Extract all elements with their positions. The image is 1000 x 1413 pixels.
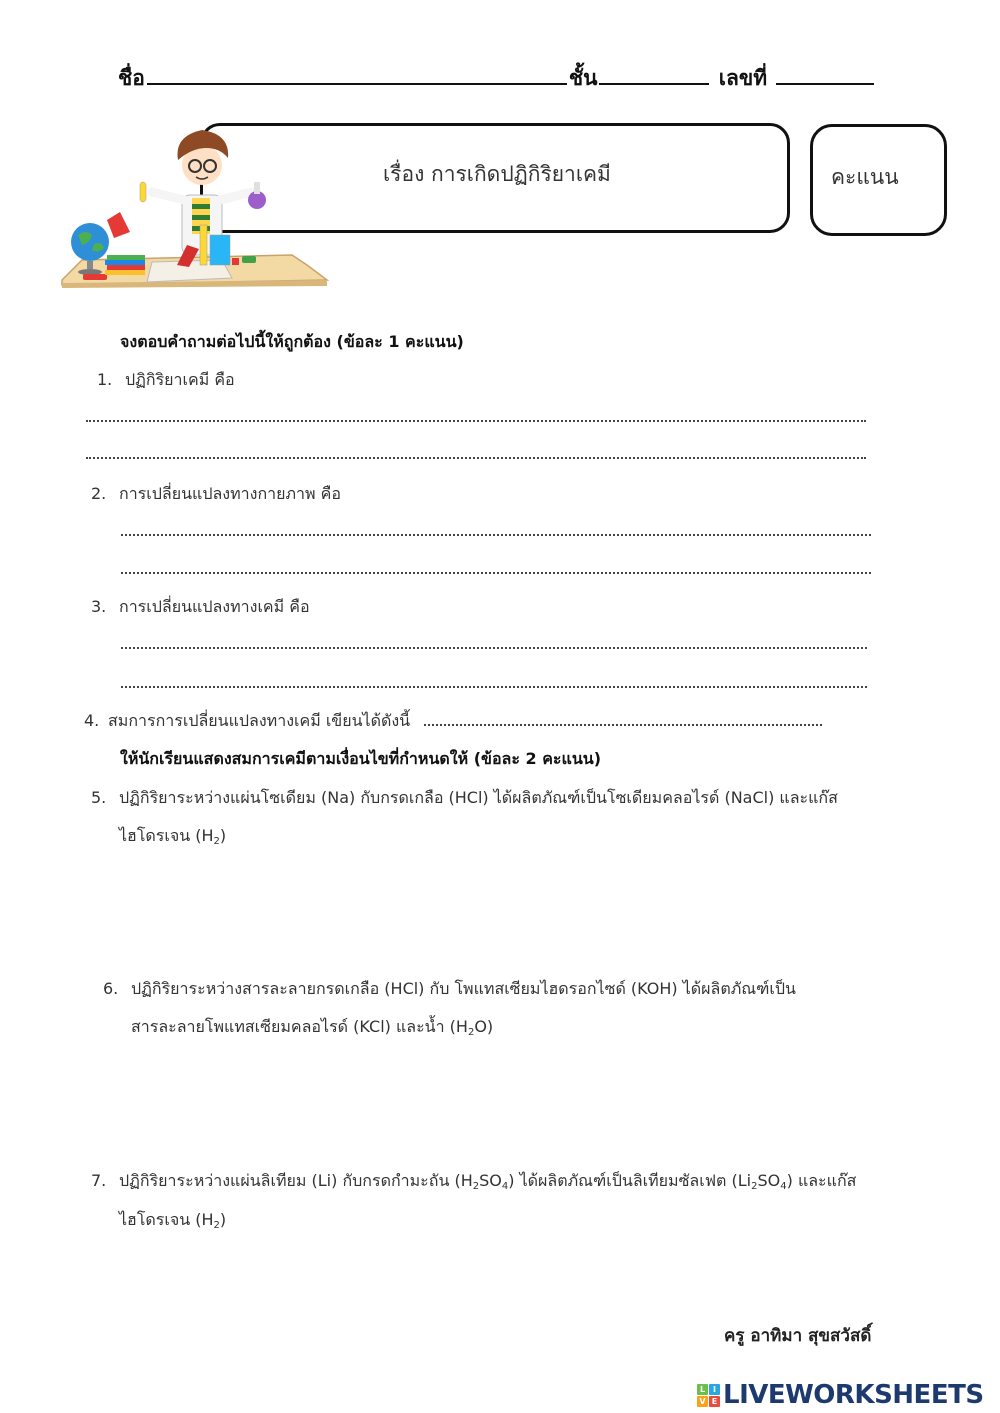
- logo-text: LIVEWORKSHEETS: [723, 1380, 984, 1410]
- worksheet-title: เรื่อง การเกิดปฏิกิริยาเคมี: [383, 162, 611, 186]
- answer-line-1a[interactable]: [86, 420, 866, 422]
- question-number: 6.: [103, 979, 119, 998]
- number-label: เลขที่: [718, 66, 768, 90]
- subscript: 2: [751, 1181, 758, 1192]
- answer-line-2b[interactable]: [121, 572, 871, 574]
- score-box: [810, 124, 947, 236]
- class-field[interactable]: [599, 63, 709, 85]
- text: ) ได้ผลิตภัณฑ์เป็นลิเทียมซัลเฟต (Li: [508, 1171, 752, 1190]
- question-2: [91, 482, 341, 507]
- answer-line-4[interactable]: [424, 724, 822, 726]
- student-info-line: [118, 62, 876, 95]
- question-6: [103, 977, 796, 1002]
- question-6-line2: [131, 1015, 493, 1040]
- question-number: 2.: [91, 484, 107, 503]
- subscript: 4: [501, 1181, 509, 1192]
- question-text: สมการการเปลี่ยนแปลงทางเคมี เขียนได้ดังนี้: [108, 711, 411, 730]
- question-4: [84, 709, 410, 734]
- question-1: [97, 368, 235, 393]
- answer-line-3b[interactable]: [121, 686, 867, 688]
- question-number: 5.: [91, 788, 107, 807]
- subscript: 2: [213, 836, 220, 847]
- question-number: 7.: [91, 1171, 107, 1190]
- text: SO: [757, 1171, 781, 1190]
- name-label: ชื่อ: [118, 66, 145, 90]
- answer-area-6[interactable]: [131, 1050, 871, 1150]
- scientist-illustration: [52, 120, 332, 292]
- subscript: 2: [213, 1220, 220, 1231]
- number-field[interactable]: [776, 63, 874, 85]
- logo-tiles-icon: [697, 1384, 720, 1407]
- text: O): [474, 1017, 494, 1036]
- question-7: [91, 1169, 856, 1194]
- text: ) และแก๊ส: [786, 1171, 857, 1190]
- answer-line-2a[interactable]: [121, 534, 871, 536]
- question-text-line1: ปฏิกิริยาระหว่างสารละลายกรดเกลือ (HCl) กับ โพแทสเซียมไฮดรอกไซด์ (KOH) ได้ผลิตภัณฑ์เป็น: [131, 979, 796, 998]
- score-label: คะแนน: [831, 165, 899, 189]
- answer-line-1b[interactable]: [86, 457, 866, 459]
- question-7-line2: [119, 1208, 226, 1233]
- tile-i: I: [709, 1384, 720, 1395]
- answer-area-7[interactable]: [119, 1240, 869, 1310]
- text: ไฮโดรเจน (H: [119, 1210, 214, 1229]
- subscript: 2: [472, 1181, 480, 1192]
- text: ): [219, 1210, 227, 1229]
- text: ปฏิกิริยาระหว่างแผ่นลิเทียม (Li) กับกรดกำมะถัน (H: [119, 1171, 473, 1190]
- question-text: การเปลี่ยนแปลงทางเคมี คือ: [119, 597, 310, 616]
- tile-l: L: [697, 1384, 708, 1395]
- question-number: 4.: [84, 711, 100, 730]
- tile-e: E: [709, 1396, 720, 1407]
- liveworksheets-logo: [697, 1380, 984, 1410]
- text: ไฮโดรเจน (H: [119, 826, 214, 845]
- question-text: ปฏิกิริยาเคมี คือ: [125, 370, 235, 389]
- text: SO: [479, 1171, 502, 1190]
- text: สารละลายโพแทสเซียมคลอไรด์ (KCl) และน้ำ (H: [131, 1017, 468, 1036]
- question-5: [91, 786, 838, 811]
- section2-instruction: ให้นักเรียนแสดงสมการเคมีตามเงื่อนไขที่กำหนดให้ (ข้อละ 2 คะแนน): [120, 749, 602, 768]
- subscript: 4: [780, 1181, 787, 1192]
- teacher-name: ครู อาทิมา สุขสวัสดิ์: [724, 1326, 872, 1346]
- section1-instruction: จงตอบคำถามต่อไปนี้ให้ถูกต้อง (ข้อละ 1 คะแนน): [120, 332, 464, 351]
- question-text-line1: ปฏิกิริยาระหว่างแผ่นโซเดียม (Na) กับกรดเกลือ (HCl) ได้ผลิตภัณฑ์เป็นโซเดียมคลอไรด์ (NaCl) และแก๊ส: [119, 788, 838, 807]
- name-field[interactable]: [147, 63, 567, 85]
- class-label: ชั้น: [568, 66, 598, 90]
- question-3: [91, 595, 310, 620]
- text: ): [219, 826, 227, 845]
- question-number: 3.: [91, 597, 107, 616]
- question-5-line2: [119, 824, 226, 849]
- question-number: 1.: [97, 370, 113, 389]
- subscript: 2: [467, 1027, 475, 1038]
- answer-line-3a[interactable]: [121, 647, 867, 649]
- tile-v: V: [697, 1396, 708, 1407]
- question-text: การเปลี่ยนแปลงทางกายภาพ คือ: [119, 484, 341, 503]
- globe-icon: [71, 223, 109, 261]
- answer-area-5[interactable]: [119, 860, 869, 960]
